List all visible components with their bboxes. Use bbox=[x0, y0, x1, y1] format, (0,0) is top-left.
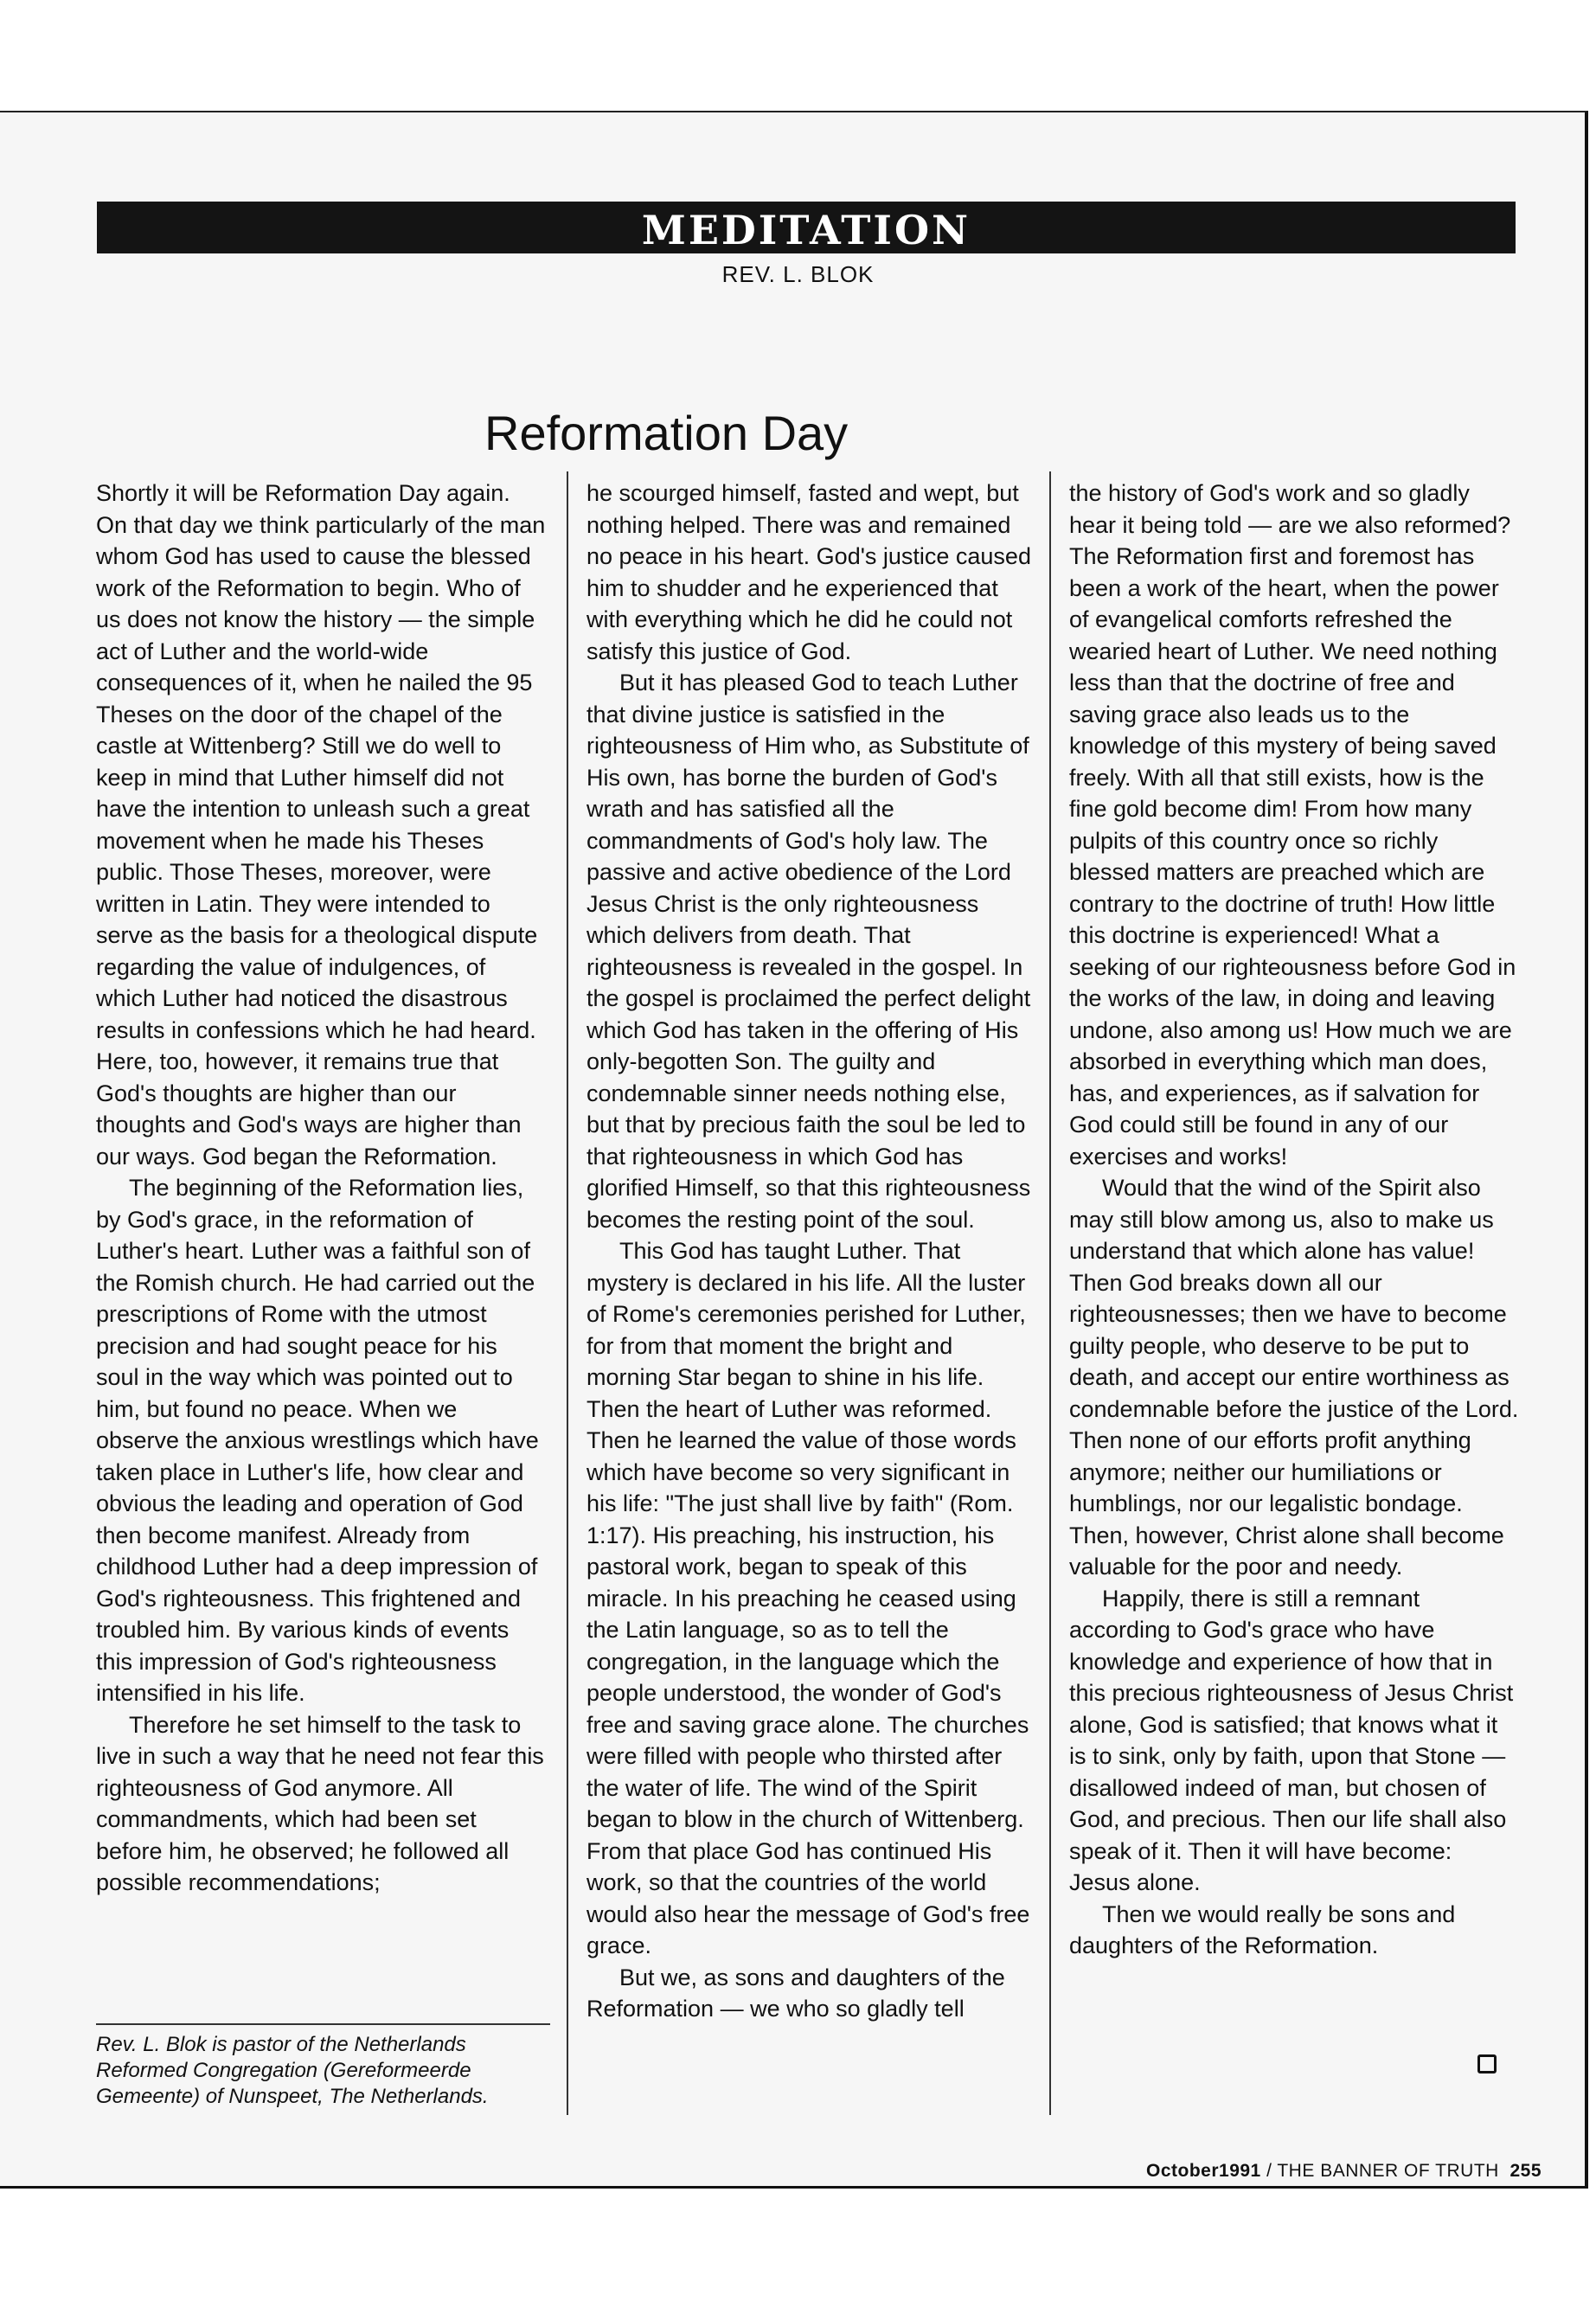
paragraph: The beginning of the Reformation lies, by God's grace, in the reformation of Luther's heart. Luther was a faithful son of the Romish church. He had carried out the prescriptions of Rome with the utmost precision and had sought peace for his soul in the way which was pointed out to him, but found no peace. When we observe the anxious wrestlings which have taken place in Luther's life, how clear and obvious the leading and operation of God then become manifest. Already from childhood Luther had a deep impression of God's righteousness. This frightened and troubled him. By various kinds of events this impression of God's righteousness intensified in his life. bbox=[96, 1175, 539, 1706]
section-title: MEDITATION bbox=[641, 207, 971, 253]
paragraph: Would that the wind of the Spirit also may still blow among us, also to make us understand that which alone has value! Then God breaks down all our righteousnesses; then we have to become guilty people, who deserve to be put to death, and accept our entire worthiness as condemnable before the justice of the Lord. Then none of our efforts profit anything anymore; neither our humiliations or humblings, nor our legalistic bondage. Then, however, Christ alone shall become valuable for the poor and needy. bbox=[1069, 1175, 1519, 1580]
end-of-article-icon bbox=[1477, 2054, 1497, 2073]
paragraph: Therefore he set himself to the task to live in such a way that he need not fear this righteousness of God anymore. All commandments, which had been set before him, he observed; he followed all possible recommendations; bbox=[96, 1711, 544, 1895]
paragraph: This God has taught Luther. That mystery is declared in his life. All the luster of Rome's ceremonies perished for Luther, for from that moment the bright and morning Star began to shine in his life. Then the heart of Luther was reformed. Then he learned the value of those words which have become so very significant in his life: "The just shall live by faith" (Rom. 1:17). His preaching, his instruction, his pastoral work, began to speak of this miracle. In his preaching he ceased using the Latin language, so as to tell the congregation, in the language which the people understood, the wonder of God's free and saving grace alone. The churches were filled with people who thirsted after the water of life. The wind of the Spirit began to blow in the church of Wittenberg. From that place God has continued His work, so that the countries of the world would also hear the message of God's free grace. bbox=[586, 1238, 1030, 1958]
column-divider bbox=[1049, 471, 1051, 2115]
author-byline: REV. L. BLOK bbox=[721, 261, 875, 287]
article-column-3 bbox=[1069, 478, 1519, 1962]
issue-date: October1991 bbox=[1146, 2161, 1261, 2181]
paragraph: Happily, there is still a remnant according to God's grace who have knowledge and experience of how that in this precious righteousness of Jesus Christ alone, God is satisfied; that knows what it is to sink, only by faith, upon that Stone — disallowed indeed of man, but chosen of God, and precious. Then our life shall also speak of it. Then it will have become: Jesus alone. bbox=[1069, 1585, 1514, 1895]
footnote-divider bbox=[96, 2023, 550, 2025]
article-column-1 bbox=[96, 478, 546, 1899]
paragraph: Then we would really be sons and daughters of the Reformation. bbox=[1069, 1900, 1456, 1958]
paragraph: he scourged himself, fasted and wept, but nothing helped. There was and remained no peace in his heart. God's justice caused him to shudder and he experienced that with everything which he did he could not satisfy this justice of God. bbox=[586, 480, 1031, 664]
section-banner bbox=[97, 202, 1516, 253]
article-column-2 bbox=[586, 478, 1036, 2025]
paragraph: the history of God's work and so gladly hear it being told — are we also reformed? The Reformation first and foremost has been a work of the heart, when the power of evangelical comforts refreshed the wearied heart of Luther. We need nothing less than that the doctrine of free and saving grace also leads us to the knowledge of this mystery of being saved freely. With all that still exists, how is the fine gold become dim! From how many pulpits of this country once so richly blessed matters are preached which are contrary to the doctrine of truth! How little this doctrine is experienced! What a seeking of our righteousness before God in the works of the law, in doing and leaving undone, also among us! How much we are absorbed in everything which man does, has, and experiences, as if salvation for God could still be found in any of our exercises and works! bbox=[1069, 480, 1516, 1170]
column-divider bbox=[567, 471, 568, 2115]
paragraph: Shortly it will be Reformation Day again. On that day we think particularly of the man whom God has used to cause the blessed work of the Reformation to begin. Who of us does not know the history — the simple act of Luther and the world-wide consequences of it, when he nailed the 95 Theses on the door of the chapel of the castle at Wittenberg? Still we do well to keep in mind that Luther himself did not have the intention to unleash such a great movement when he made his Theses public. Those Theses, moreover, were written in Latin. They were intended to serve as the basis for a theological dispute regarding the value of indulgences, of which Luther had noticed the disastrous results in confessions which he had heard. Here, too, however, it remains true that God's thoughts are higher than our thoughts and God's ways are higher than our ways. God began the Reformation. bbox=[96, 480, 546, 1170]
article-title: Reformation Day bbox=[484, 406, 849, 460]
publication-name: THE BANNER OF TRUTH bbox=[1277, 2161, 1499, 2181]
footer-separator: / bbox=[1260, 2161, 1278, 2181]
page-footer bbox=[1146, 2161, 1542, 2182]
paragraph: But we, as sons and daughters of the Reformation — we who so gladly tell bbox=[586, 1964, 1005, 2022]
author-footnote: Rev. L. Blok is pastor of the Netherlands Reformed Congregation (Gereformeerde Gemeente) of Nunspeet, The Netherlands. bbox=[96, 2033, 489, 2108]
paragraph: But it has pleased God to teach Luther that divine justice is satisfied in the righteousness of Him who, as Substitute of His own, has borne the burden of God's wrath and has satisfied all the commandments of God's holy law. The passive and active obedience of the Lord Jesus Christ is the only righteousness which delivers from death. That righteousness is revealed in the gospel. In the gospel is proclaimed the perfect delight which God has taken in the offering of His only-begotten Son. The guilty and condemnable sinner needs nothing else, but that by precious faith the soul be led to that righteousness in which God has glorified Himself, so that this righteousness becomes the resting point of the soul. bbox=[586, 670, 1031, 1233]
page-number: 255 bbox=[1509, 2161, 1542, 2181]
